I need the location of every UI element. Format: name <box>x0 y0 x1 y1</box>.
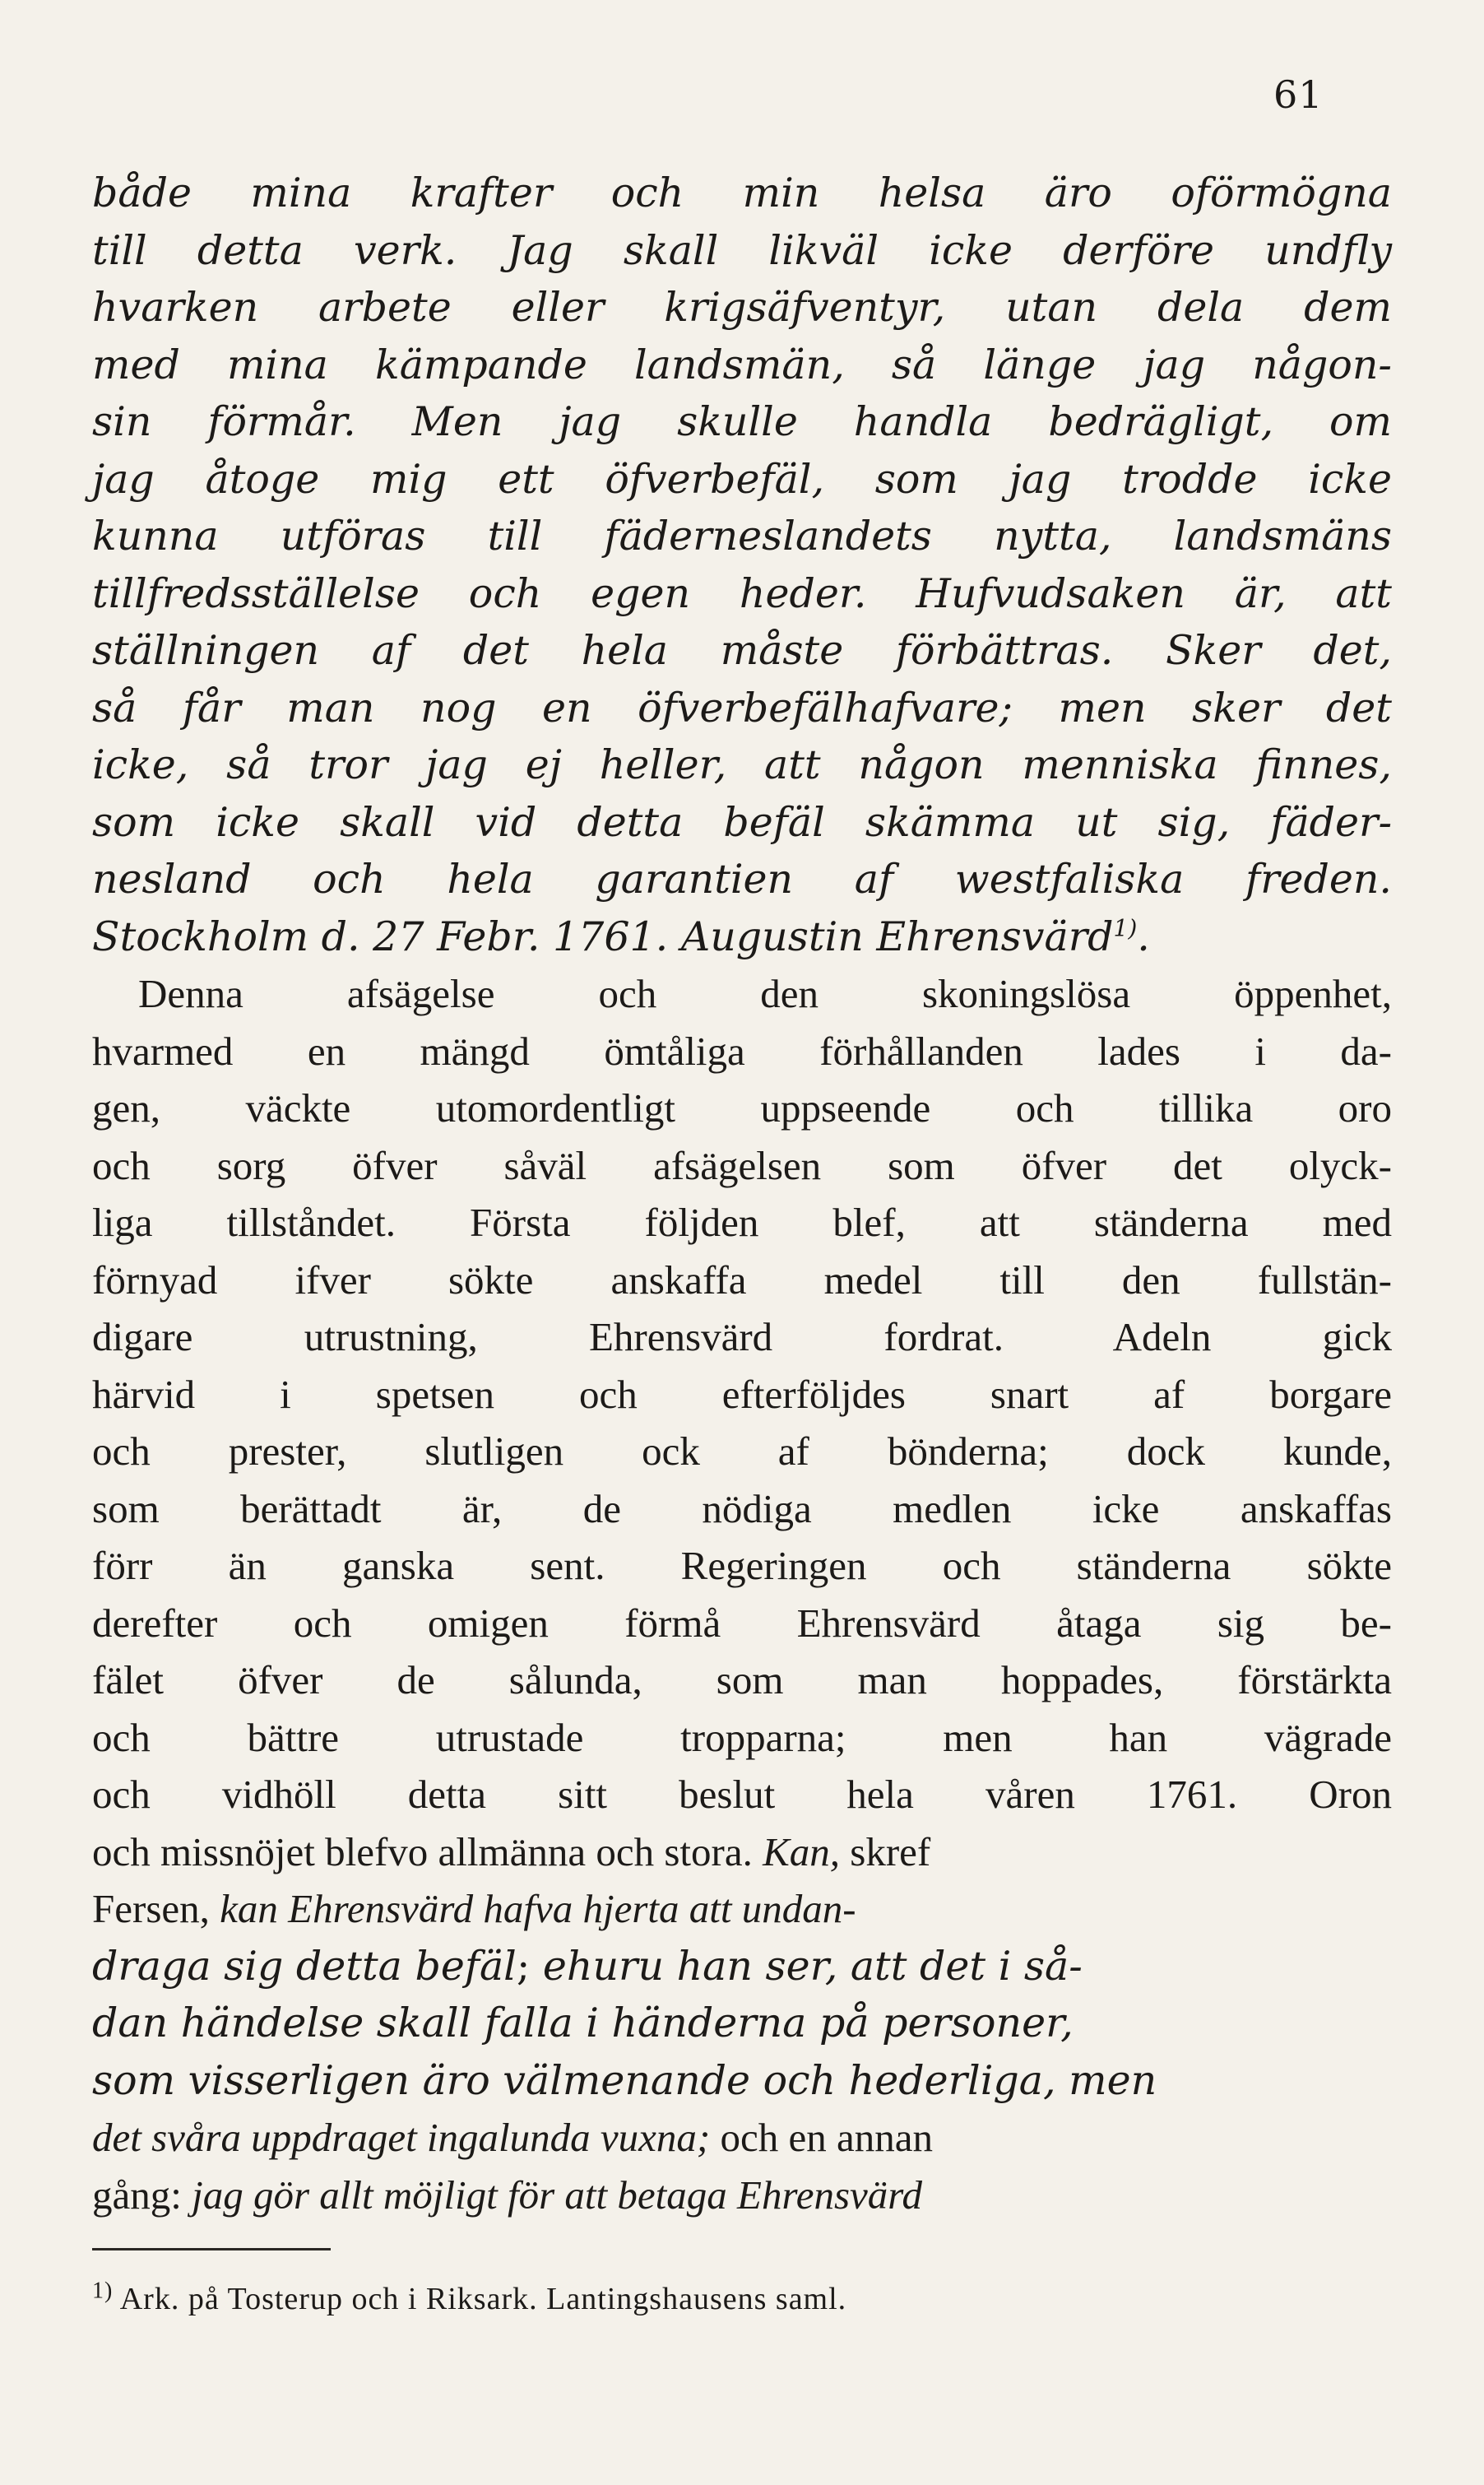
text-line: härvid i spetsen och efterföljdes snart af borgare <box>92 1371 1392 1417</box>
text-line: icke, så tror jag ej heller, att någon menniska finnes, <box>92 741 1392 788</box>
text-line: och vidhöll detta sitt beslut hela våren 1761. Oron <box>92 1772 1392 1817</box>
signature-line: Stockholm d. 27 Febr. 1761. Augustin Ehrensvärd$^{1)}$. <box>92 913 1150 960</box>
text-segment: ; <box>516 1942 531 1990</box>
footnote-text: Ark. på <box>119 2282 228 2316</box>
signature-text: Stockholm d. 27 Febr. 1761. Augustin Ehrensvärd <box>92 913 1114 960</box>
footnote <box>92 2278 847 2317</box>
text-line: digare utrustning, Ehrensvärd fordrat. Adeln gick <box>92 1314 1392 1359</box>
text-segment: och missnöjet blefvo allmänna och stora. <box>92 1828 753 1874</box>
text-line: fälet öfver de sålunda, som man hoppades, förstärkta <box>92 1657 1392 1702</box>
text-line: som berättadt är, de nödiga medlen icke anskaffas <box>92 1485 1392 1531</box>
quote-segment: kan Ehrensvärd hafva hjerta att undan- <box>220 1886 856 1931</box>
text-segment: och en annan <box>710 2115 933 2160</box>
footnote-archive: Riksark. <box>425 2282 538 2316</box>
paragraph-start: Denna afsägelse och den skoningslösa öppenhet, <box>138 971 1392 1016</box>
text-line: som visserligen äro välmenande och hederliga, men <box>92 2056 1157 2104</box>
quote-segment: ehuru han ser, att det i så- <box>530 1942 1083 1990</box>
text-segment: Fersen, <box>92 1886 220 1931</box>
text-line <box>92 1938 1392 1995</box>
footnote-text: och i <box>342 2282 426 2316</box>
text-segment: skref <box>840 1828 931 1874</box>
text-line: både mina krafter och min helsa äro oförmögna <box>92 170 1392 216</box>
text-line: förr än ganska sent. Regeringen och ständerna sökte <box>92 1543 1392 1588</box>
text-line: så får man nog en öfverbefälhafvare; men sker det <box>92 684 1392 732</box>
quote-segment: Kan, <box>763 1828 841 1874</box>
text-line: och prester, slutligen ock af bönderna; dock kunde, <box>92 1428 1392 1474</box>
text-line: hvarken arbete eller krigsäfventyr, utan dela dem <box>92 284 1392 331</box>
quote-segment: jag gör allt möjligt för att betaga Ehrensvärd <box>192 2171 923 2218</box>
text-line: och bättre utrustade tropparna; men han vägrade <box>92 1714 1392 1760</box>
text-line <box>92 965 1392 1023</box>
text-line <box>92 2167 1392 2224</box>
text-segment: gång: <box>92 2171 192 2218</box>
quote-segment: det svåra uppdraget ingalunda vuxna; <box>92 2115 711 2160</box>
text-line: ställningen af det hela måste förbättras. Sker det, <box>92 627 1392 674</box>
text-line: liga tillståndet. Första följden blef, att ständerna med <box>92 1200 1392 1245</box>
text-line: hvarmed en mängd ömtåliga förhållanden lades i da- <box>92 1028 1392 1074</box>
text-line: gen, väckte utomordentligt uppseende och tillika oro <box>92 1085 1392 1131</box>
footnote-place: Tosterup <box>227 2282 343 2316</box>
page-number: 61 <box>1273 72 1324 117</box>
footnote-marker: 1) <box>92 2278 114 2304</box>
text-line: jag åtoge mig ett öfverbefäl, som jag trodde icke <box>92 455 1392 503</box>
text-line: till detta verk. Jag skall likväl icke derföre undfly <box>92 226 1392 274</box>
quote-segment: draga sig detta befäl <box>92 1942 517 1990</box>
text-line: tillfredsställelse och egen heder. Hufvudsaken är, att <box>92 569 1392 617</box>
text-line: dan händelse skall falla i händerna på personer, <box>92 2000 1074 2046</box>
footnote-rule <box>92 2248 331 2250</box>
text-line: derefter och omigen förmå Ehrensvärd åtaga sig be- <box>92 1600 1392 1646</box>
text-line: som icke skall vid detta befäl skämma ut sig, fäder- <box>92 798 1392 846</box>
text-line: med mina kämpande landsmän, så länge jag någon- <box>92 341 1392 388</box>
text-line <box>92 2109 1392 2167</box>
footnote-text: Lantingshausens saml. <box>537 2282 847 2316</box>
text-line <box>92 1823 1392 1881</box>
text-line <box>92 1880 1392 1938</box>
body-text <box>92 165 1392 2223</box>
text-line: och sorg öfver såväl afsägelsen som öfver det olyck- <box>92 1142 1392 1188</box>
text-line: förnyad ifver sökte anskaffa medel till den fullstän- <box>92 1256 1392 1303</box>
text-line: sin förmår. Men jag skulle handla bedrägligt, om <box>92 398 1392 445</box>
text-line: kunna utföras till fäderneslandets nytta, landsmäns <box>92 513 1392 560</box>
text-line: nesland och hela garantien af westfaliska freden. <box>92 856 1392 903</box>
footnote-ref: 1) <box>1113 914 1138 942</box>
